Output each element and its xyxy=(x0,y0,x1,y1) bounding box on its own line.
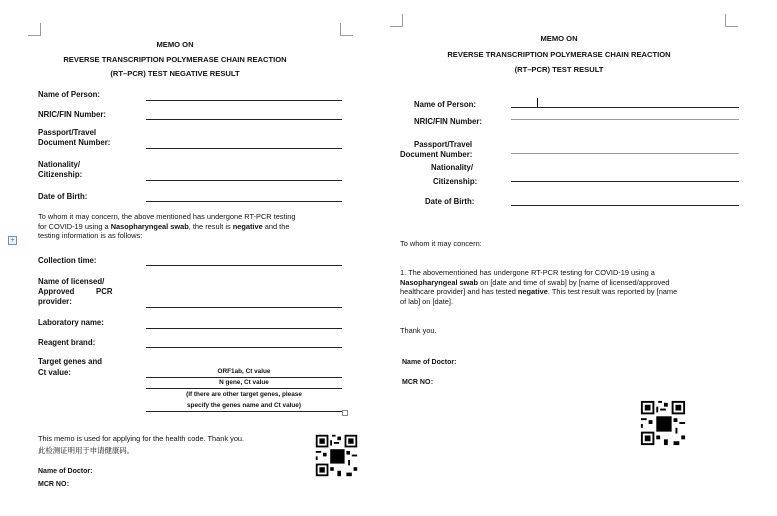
swab-type-text: Nasopharyngeal swab xyxy=(110,221,189,231)
nationality-label-line2: Citizenship: xyxy=(433,177,478,186)
other-genes-field[interactable] xyxy=(146,411,342,412)
dob-label: Date of Birth: xyxy=(425,197,475,206)
doctor-name-label: Name of Doctor: xyxy=(402,359,457,366)
passport-label-line1: Passport/Travel xyxy=(414,140,473,149)
lab-name-field[interactable] xyxy=(146,328,342,329)
nric-label: NRIC/FIN Number: xyxy=(414,117,483,126)
name-of-person-label: Name of Person: xyxy=(38,90,100,99)
qr-code-icon xyxy=(639,399,687,447)
dob-field[interactable] xyxy=(511,205,739,206)
other-genes-note-line1: (If there are other target genes, please xyxy=(186,391,302,398)
intro-line1: To whom it may concern, the above mentioned has undergone RT-PCR testing xyxy=(38,212,296,221)
left-memo-page xyxy=(0,0,385,516)
passport-label-line2: Document Number: xyxy=(400,150,473,159)
table-move-handle-icon[interactable]: + xyxy=(8,236,17,245)
passport-label-line1: Passport/Travel xyxy=(38,128,97,137)
nric-label: NRIC/FIN Number: xyxy=(38,110,107,119)
passport-field[interactable] xyxy=(511,153,739,154)
intro-paragraph xyxy=(38,212,343,241)
intro-line2-post: and the xyxy=(262,221,290,231)
orf1ab-ct-label: ORF1ab, Ct value xyxy=(217,368,271,375)
nric-field[interactable] xyxy=(511,119,739,120)
result-line3-post: . This test result was reported by [name xyxy=(547,287,678,297)
ngene-ct-label: N gene, Ct value xyxy=(219,379,269,386)
health-code-note: This memo is used for applying for the health code. Thank you. xyxy=(38,434,245,443)
nationality-field[interactable] xyxy=(511,181,739,182)
result-negative-text: negative xyxy=(517,287,548,297)
nationality-label-line2: Citizenship: xyxy=(38,170,83,179)
provider-label-line1: Name of licensed/ xyxy=(38,277,105,286)
result-line2-rest: on [date and time of swab] by [name of licensed/approved xyxy=(478,277,670,287)
reagent-brand-label: Reagent brand: xyxy=(38,338,96,347)
provider-label-line2b: PCR xyxy=(96,287,113,296)
memo-title-line3: (RT–PCR) TEST NEGATIVE RESULT xyxy=(110,69,240,78)
health-code-note-chinese: 此检测证明用于申请健康码。 xyxy=(38,446,135,455)
mcr-number-label: MCR NO： xyxy=(38,481,74,488)
crop-mark-top-right xyxy=(725,14,738,27)
result-paragraph xyxy=(400,268,739,306)
result-line4: of lab] on [date]. xyxy=(400,296,454,306)
intro-line2 xyxy=(38,222,343,232)
nationality-label-line1: Nationality/ xyxy=(38,160,81,169)
collection-time-field[interactable] xyxy=(146,265,342,266)
result-line2 xyxy=(400,278,739,288)
memo-title-line1: MEMO ON xyxy=(540,34,578,43)
right-memo-page xyxy=(388,0,777,516)
collection-time-label: Collection time: xyxy=(38,256,97,265)
lab-name-label: Laboratory name: xyxy=(38,318,104,327)
name-of-person-label: Name of Person: xyxy=(414,100,476,109)
dob-field[interactable] xyxy=(146,201,342,202)
mcr-number-label: MCR NO： xyxy=(402,379,438,386)
ngene-ct-field[interactable] xyxy=(146,388,342,389)
nationality-field[interactable] xyxy=(146,180,342,181)
provider-label-line3: provider: xyxy=(38,297,72,306)
provider-field[interactable] xyxy=(146,307,342,308)
nric-field[interactable] xyxy=(146,119,342,120)
intro-line2-pre: for COVID-19 using a xyxy=(38,221,111,231)
passport-label-line2: Document Number: xyxy=(38,138,111,147)
result-line3-pre: healthcare provider] and has tested xyxy=(400,287,518,297)
crop-mark-top-left xyxy=(28,23,41,36)
memo-title-line2: REVERSE TRANSCRIPTION POLYMERASE CHAIN REACTION xyxy=(63,55,287,64)
passport-field[interactable] xyxy=(146,148,342,149)
swab-type-text: Nasopharyngeal swab xyxy=(400,277,479,287)
crop-mark-top-left xyxy=(390,14,403,27)
crop-mark-top-right xyxy=(340,23,353,36)
qr-code-icon xyxy=(314,433,359,478)
name-of-person-field[interactable] xyxy=(146,100,342,101)
nationality-label-line1: Nationality/ xyxy=(431,163,474,172)
intro-line2-mid: , the result is xyxy=(188,221,233,231)
target-genes-label-line2: Ct value: xyxy=(38,368,71,377)
other-genes-note-line2: specify the genes name and Ct value) xyxy=(186,402,301,409)
result-negative-text: negative xyxy=(232,221,263,231)
doctor-name-label: Name of Doctor: xyxy=(38,468,93,475)
memo-title-line3: (RT–PCR) TEST RESULT xyxy=(514,65,604,74)
dob-label: Date of Birth: xyxy=(38,192,88,201)
thank-you-text: Thank you. xyxy=(400,326,437,335)
reagent-brand-field[interactable] xyxy=(146,347,342,348)
greeting-text: To whom it may concern: xyxy=(400,239,482,248)
orf1ab-ct-field[interactable] xyxy=(146,377,342,378)
name-of-person-field[interactable] xyxy=(511,107,739,108)
result-line1: 1. The abovementioned has undergone RT-PCR testing for COVID-19 using a xyxy=(400,268,655,277)
memo-title-line1: MEMO ON xyxy=(156,40,194,49)
provider-label-line2a: Approved xyxy=(38,287,75,296)
memo-title-line2: REVERSE TRANSCRIPTION POLYMERASE CHAIN REACTION xyxy=(447,50,671,59)
text-cursor xyxy=(537,98,538,107)
target-genes-label-line1: Target genes and xyxy=(38,357,102,366)
intro-line3: testing information is as follows: xyxy=(38,231,143,241)
result-line3 xyxy=(400,287,739,297)
table-resize-handle[interactable] xyxy=(342,410,348,416)
